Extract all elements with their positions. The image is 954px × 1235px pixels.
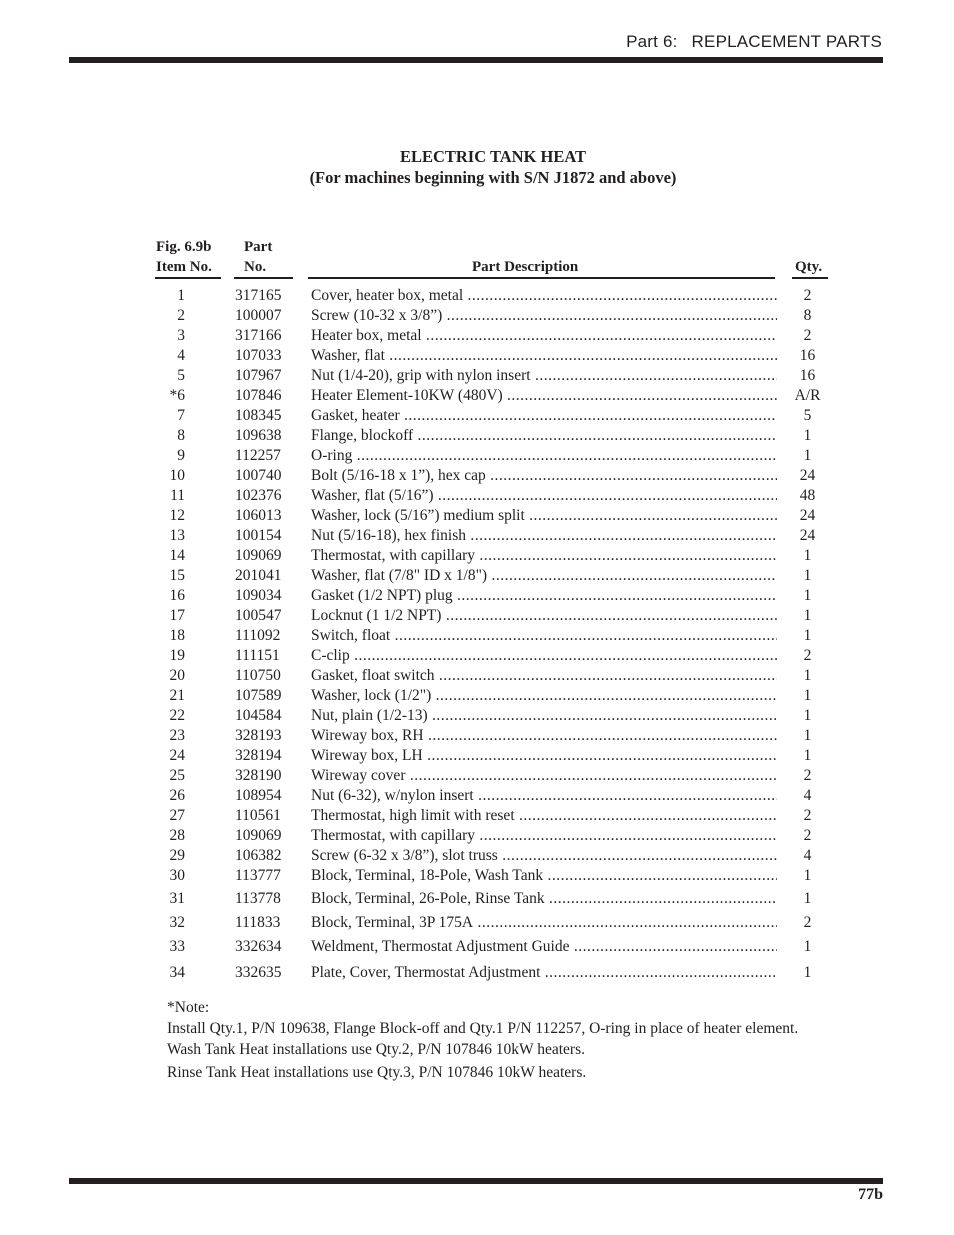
page-header: [626, 32, 882, 52]
notes-line-1: Install Qty.1, P/N 109638, Flange Block-off and Qty.1 P/N 112257, O-ring in place of heater element.: [167, 1020, 799, 1037]
description-cell: C-clip .....: [311, 646, 777, 666]
qty-cell: 5: [803, 407, 812, 424]
part-number-cell: 100007: [235, 307, 282, 324]
description-cell: Washer, flat (5/16”) .....: [311, 486, 777, 506]
description-cell: Nut (5/16-18), hex finish .....: [311, 526, 777, 546]
notes-heading: *Note:: [167, 999, 210, 1016]
qty-cell: 1: [803, 627, 812, 644]
item-number-cell: 3: [177, 327, 185, 344]
table-row: [0, 963, 954, 983]
description-cell: Washer, lock (5/16”) medium split .....: [311, 506, 777, 526]
qty-cell: 2: [803, 807, 812, 824]
table-row: [0, 626, 954, 646]
table-row: [0, 386, 954, 406]
table-row: [0, 686, 954, 706]
part-number-cell: 317166: [235, 327, 282, 344]
column-header-description: Part Description: [472, 259, 579, 275]
page-title: [0, 146, 954, 188]
qty-cell: 2: [803, 287, 812, 304]
part-number-cell: 109034: [235, 587, 282, 604]
description-cell: Washer, flat (7/8" ID x 1/8") .....: [311, 566, 777, 586]
qty-cell: 1: [803, 964, 812, 981]
description-cell: Washer, lock (1/2") .....: [311, 686, 777, 706]
table-row: [0, 446, 954, 466]
table-row: [0, 526, 954, 546]
description-cell: Wireway box, LH .....: [311, 746, 777, 766]
description-cell: Flange, blockoff .....: [311, 426, 777, 446]
qty-cell: 16: [799, 367, 816, 384]
item-number-cell: 34: [169, 964, 185, 981]
item-number-cell: 28: [169, 827, 185, 844]
item-number-cell: 22: [169, 707, 185, 724]
qty-cell: 1: [803, 707, 812, 724]
part-number-cell: 106382: [235, 847, 282, 864]
table-row: [0, 666, 954, 686]
notes-section: [167, 997, 798, 1083]
column-header-part: [244, 237, 272, 277]
description-cell: Thermostat, with capillary .....: [311, 546, 777, 566]
item-number-cell: 19: [169, 647, 185, 664]
qty-cell: 2: [803, 827, 812, 844]
column-header-item-line-2: Item No.: [156, 259, 212, 275]
part-number-cell: 100154: [235, 527, 282, 544]
description-cell: Wireway cover .....: [311, 766, 777, 786]
item-number-cell: 30: [169, 867, 185, 884]
title-line-1: ELECTRIC TANK HEAT: [399, 147, 587, 166]
footer-rule: [69, 1178, 883, 1184]
qty-cell: 48: [799, 487, 816, 504]
table-row: [0, 606, 954, 626]
part-number-cell: 328194: [235, 747, 282, 764]
item-number-cell: 10: [169, 467, 185, 484]
part-number-cell: 102376: [235, 487, 282, 504]
notes-line-3: Rinse Tank Heat installations use Qty.3, P/N 107846 10kW heaters.: [167, 1064, 587, 1081]
description-cell: Weldment, Thermostat Adjustment Guide .....: [311, 937, 777, 957]
item-number-cell: 20: [169, 667, 185, 684]
table-row: [0, 486, 954, 506]
part-number-cell: 109069: [235, 827, 282, 844]
qty-cell: 24: [799, 527, 816, 544]
qty-cell: 1: [803, 727, 812, 744]
item-number-cell: 15: [169, 567, 185, 584]
table-row: [0, 566, 954, 586]
item-number-cell: 27: [169, 807, 185, 824]
part-number-cell: 113778: [235, 890, 281, 907]
part-number-cell: 108345: [235, 407, 282, 424]
column-header-part-line-1: Part: [244, 239, 273, 255]
part-number-cell: 201041: [235, 567, 282, 584]
table-row: [0, 466, 954, 486]
item-number-cell: 25: [169, 767, 185, 784]
qty-cell: 1: [803, 687, 812, 704]
table-row: [0, 766, 954, 786]
qty-cell: 1: [803, 607, 812, 624]
column-underline-item: [155, 277, 221, 279]
table-row: [0, 889, 954, 909]
table-row: [0, 586, 954, 606]
description-cell: Locknut (1 1/2 NPT) .....: [311, 606, 777, 626]
description-cell: Switch, float .....: [311, 626, 777, 646]
item-number-cell: 2: [177, 307, 185, 324]
qty-cell: 1: [803, 427, 812, 444]
description-cell: Washer, flat .....: [311, 346, 777, 366]
item-number-cell: 1: [177, 287, 185, 304]
part-number-cell: 107967: [235, 367, 282, 384]
table-row: [0, 706, 954, 726]
qty-cell: 16: [799, 347, 816, 364]
description-cell: Block, Terminal, 26-Pole, Rinse Tank .....: [311, 889, 777, 909]
item-number-cell: 23: [169, 727, 185, 744]
table-row: [0, 366, 954, 386]
header-rule: [69, 57, 883, 63]
part-number-cell: 110561: [235, 807, 281, 824]
item-number-cell: 11: [170, 487, 185, 504]
part-number-cell: 112257: [235, 447, 281, 464]
qty-cell: 1: [803, 938, 812, 955]
header-section-label: REPLACEMENT PARTS: [691, 32, 882, 51]
table-row: [0, 426, 954, 446]
header-part-label: Part 6:: [626, 32, 678, 51]
qty-cell: 24: [799, 467, 816, 484]
description-cell: Block, Terminal, 18-Pole, Wash Tank .....: [311, 866, 777, 886]
table-row: [0, 326, 954, 346]
item-number-cell: 21: [169, 687, 185, 704]
part-number-cell: 107589: [235, 687, 282, 704]
description-cell: Nut (1/4-20), grip with nylon insert .....: [311, 366, 777, 386]
description-cell: Heater box, metal .....: [311, 326, 777, 346]
table-row: [0, 406, 954, 426]
description-cell: O-ring .....: [311, 446, 777, 466]
description-cell: Thermostat, with capillary .....: [311, 826, 777, 846]
table-row: [0, 746, 954, 766]
table-row: [0, 346, 954, 366]
qty-cell: 4: [803, 847, 812, 864]
part-number-cell: 328190: [235, 767, 282, 784]
part-number-cell: 109069: [235, 547, 282, 564]
description-cell: Plate, Cover, Thermostat Adjustment .....: [311, 963, 777, 983]
description-cell: Bolt (5/16-18 x 1”), hex cap .....: [311, 466, 777, 486]
part-number-cell: 100547: [235, 607, 282, 624]
item-number-cell: 4: [177, 347, 185, 364]
table-row: [0, 286, 954, 306]
part-number-cell: 332635: [235, 964, 282, 981]
item-number-cell: 24: [169, 747, 185, 764]
item-number-cell: 31: [169, 890, 185, 907]
column-underline-description: [308, 277, 775, 279]
description-cell: Heater Element-10KW (480V) .....: [311, 386, 777, 406]
table-row: [0, 913, 954, 933]
part-number-cell: 317165: [235, 287, 282, 304]
table-row: [0, 937, 954, 957]
description-cell: Screw (6-32 x 3/8”), slot truss .....: [311, 846, 777, 866]
item-number-cell: 12: [169, 507, 185, 524]
table-row: [0, 506, 954, 526]
qty-cell: 2: [803, 767, 812, 784]
qty-cell: 1: [803, 547, 812, 564]
part-number-cell: 111833: [235, 914, 281, 931]
qty-cell: 4: [803, 787, 812, 804]
column-header-part-line-2: No.: [244, 259, 267, 275]
title-line-2: (For machines beginning with S/N J1872 and above): [309, 168, 677, 187]
table-row: [0, 546, 954, 566]
part-number-cell: 111092: [235, 627, 281, 644]
item-number-cell: 9: [177, 447, 185, 464]
qty-cell: 8: [803, 307, 812, 324]
description-cell: Thermostat, high limit with reset .....: [311, 806, 777, 826]
qty-cell: 1: [803, 447, 812, 464]
qty-cell: 1: [803, 890, 812, 907]
table-row: [0, 786, 954, 806]
part-number-cell: 106013: [235, 507, 282, 524]
column-header-item-line-1: Fig. 6.9b: [156, 239, 212, 255]
item-number-cell: 17: [169, 607, 185, 624]
qty-cell: 1: [803, 587, 812, 604]
item-number-cell: 18: [169, 627, 185, 644]
part-number-cell: 107846: [235, 387, 282, 404]
qty-cell: A/R: [794, 387, 821, 404]
item-number-cell: *6: [169, 387, 185, 404]
part-number-cell: 109638: [235, 427, 282, 444]
description-cell: Gasket, float switch .....: [311, 666, 777, 686]
column-header-item: [156, 237, 212, 277]
notes-line-2: Wash Tank Heat installations use Qty.2, P/N 107846 10kW heaters.: [167, 1041, 585, 1058]
item-number-cell: 14: [169, 547, 185, 564]
part-number-cell: 328193: [235, 727, 282, 744]
part-number-cell: 108954: [235, 787, 282, 804]
part-number-cell: 104584: [235, 707, 282, 724]
description-cell: Gasket (1/2 NPT) plug .....: [311, 586, 777, 606]
qty-cell: 2: [803, 647, 812, 664]
description-cell: Gasket, heater .....: [311, 406, 777, 426]
part-number-cell: 107033: [235, 347, 282, 364]
qty-cell: 24: [799, 507, 816, 524]
item-number-cell: 16: [169, 587, 185, 604]
qty-cell: 1: [803, 567, 812, 584]
table-row: [0, 806, 954, 826]
table-row: [0, 646, 954, 666]
part-number-cell: 100740: [235, 467, 282, 484]
description-cell: Cover, heater box, metal .....: [311, 286, 777, 306]
part-number-cell: 332634: [235, 938, 282, 955]
table-row: [0, 306, 954, 326]
table-row: [0, 826, 954, 846]
item-number-cell: 26: [169, 787, 185, 804]
column-underline-part: [234, 277, 293, 279]
column-header-qty: Qty.: [795, 259, 823, 275]
table-row: [0, 726, 954, 746]
item-number-cell: 8: [177, 427, 185, 444]
qty-cell: 1: [803, 867, 812, 884]
qty-cell: 1: [803, 667, 812, 684]
qty-cell: 2: [803, 914, 812, 931]
column-underline-qty: [792, 277, 828, 279]
description-cell: Nut (6-32), w/nylon insert .....: [311, 786, 777, 806]
part-number-cell: 113777: [235, 867, 281, 884]
item-number-cell: 33: [169, 938, 185, 955]
item-number-cell: 5: [177, 367, 185, 384]
description-cell: Block, Terminal, 3P 175A .....: [311, 913, 777, 933]
qty-cell: 1: [803, 747, 812, 764]
description-cell: Nut, plain (1/2-13) .....: [311, 706, 777, 726]
item-number-cell: 29: [169, 847, 185, 864]
table-row: [0, 846, 954, 866]
table-row: [0, 866, 954, 886]
description-cell: Screw (10-32 x 3/8”) .....: [311, 306, 777, 326]
item-number-cell: 7: [177, 407, 185, 424]
part-number-cell: 110750: [235, 667, 281, 684]
qty-cell: 2: [803, 327, 812, 344]
description-cell: Wireway box, RH .....: [311, 726, 777, 746]
item-number-cell: 32: [169, 914, 185, 931]
part-number-cell: 111151: [235, 647, 280, 664]
page-number: 77b: [858, 1186, 883, 1203]
item-number-cell: 13: [169, 527, 185, 544]
